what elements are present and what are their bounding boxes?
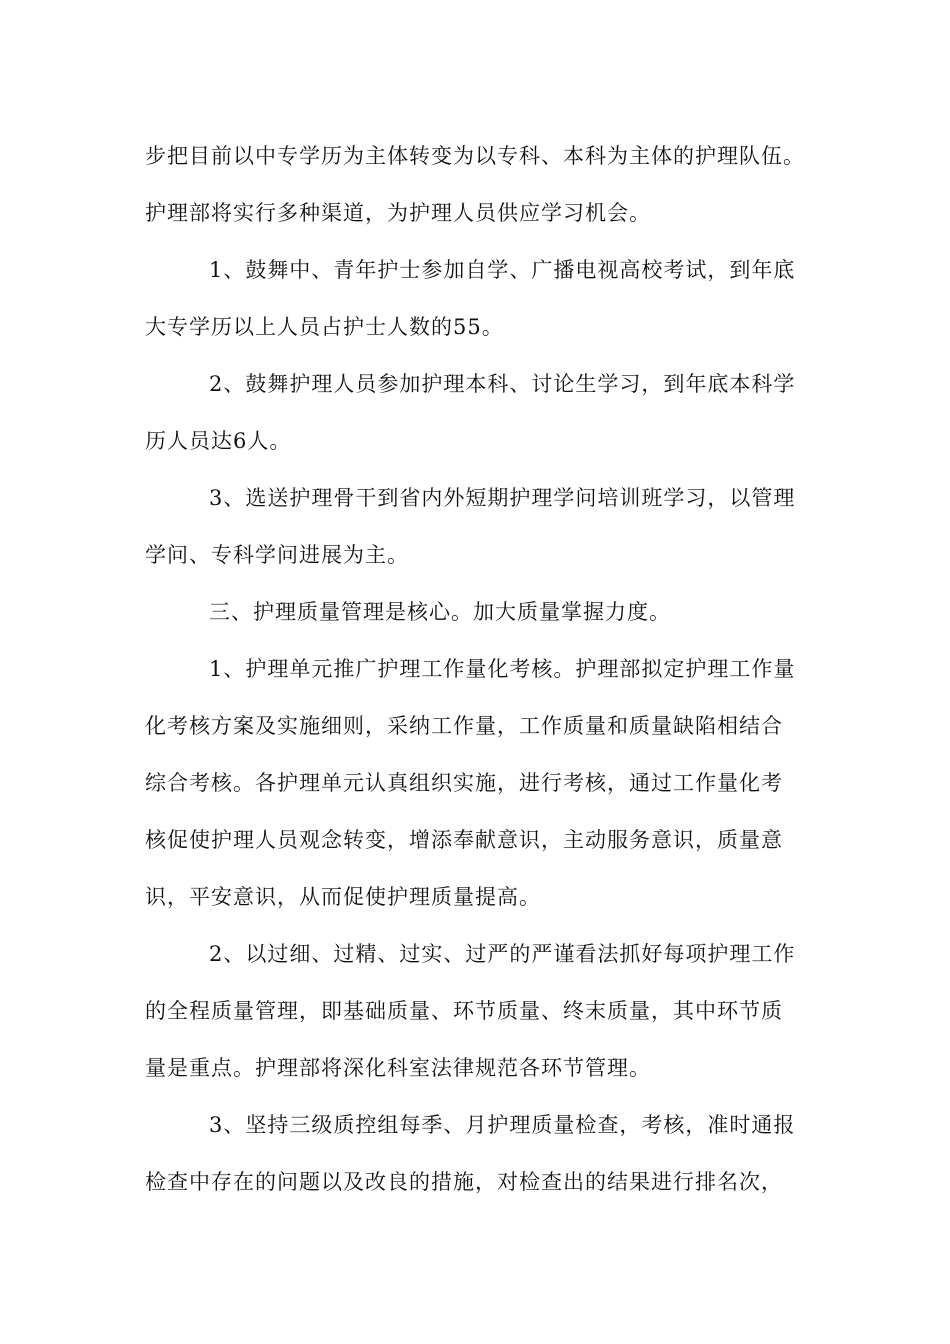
text-line: 检查中存在的问题以及改良的措施，对检查出的结果进行排名次， [145, 1170, 783, 1194]
text-line: 核促使护理人员观念转变，增添奉献意识，主动服务意识，质量意 [145, 828, 783, 852]
paragraph-start-line: 2、鼓舞护理人员参加护理本科、讨论生学习，到年底本科学 [209, 372, 796, 396]
text-line: 学问、专科学问进展为主。 [145, 543, 409, 567]
text-line: 护理部将实行多种渠道，为护理人员供应学习机会。 [145, 201, 651, 225]
paragraph-start-line: 1、鼓舞中、青年护士参加自学、广播电视高校考试，到年底 [209, 258, 796, 282]
text-line: 步把目前以中专学历为主体转变为以专科、本科为主体的护理队伍。 [145, 144, 805, 168]
paragraph-start-line: 3、选送护理骨干到省内外短期护理学问培训班学习，以管理 [209, 486, 796, 510]
paragraph-start-line: 1、护理单元推广护理工作量化考核。护理部拟定护理工作量 [209, 657, 796, 681]
text-line: 识，平安意识，从而促使护理质量提高。 [145, 885, 541, 909]
text-line: 历人员达6人。 [145, 429, 292, 453]
text-line: 综合考核。各护理单元认真组织实施，进行考核，通过工作量化考 [145, 771, 783, 795]
paragraph-start-line: 2、以过细、过精、过实、过严的严谨看法抓好每项护理工作 [209, 942, 796, 966]
document-body [145, 128, 810, 1211]
paragraph-start-line: 3、坚持三级质控组每季、月护理质量检查，考核，准时通报 [209, 1113, 796, 1137]
text-line: 大专学历以上人员占护士人数的55。 [145, 315, 504, 339]
section-heading: 三、护理质量管理是核心。加大质量掌握力度。 [209, 600, 671, 624]
text-line: 量是重点。护理部将深化科室法律规范各环节管理。 [145, 1056, 651, 1080]
text-line: 化考核方案及实施细则，采纳工作量，工作质量和质量缺陷相结合 [145, 714, 783, 738]
text-line: 的全程质量管理，即基础质量、环节质量、终末质量，其中环节质 [145, 999, 783, 1023]
